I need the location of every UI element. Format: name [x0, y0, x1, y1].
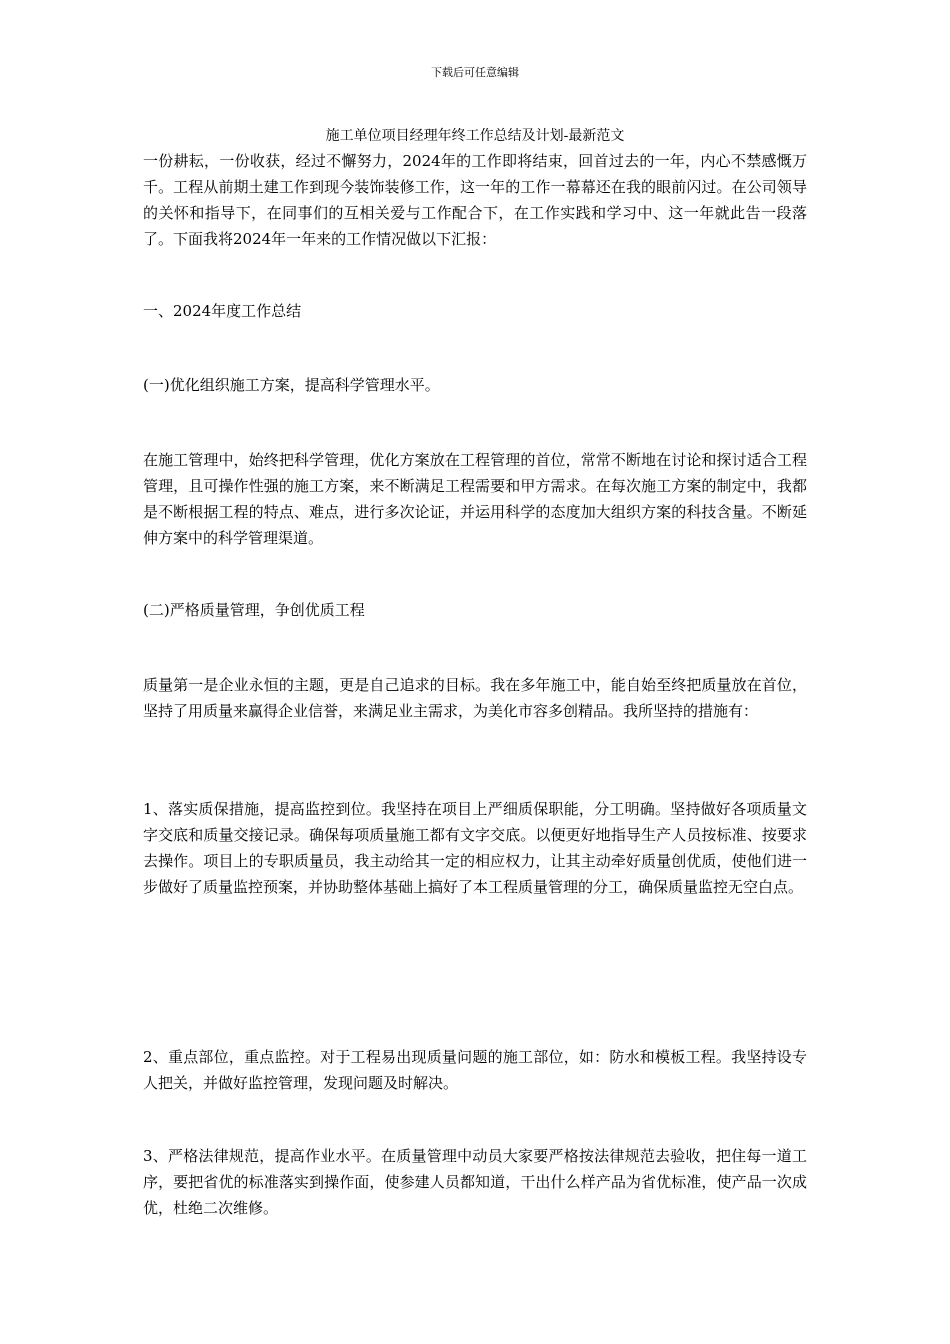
subsection-heading-2: (二)严格质量管理，争创优质工程 [143, 601, 365, 619]
list-item-3: 3、严格法律规范，提高作业水平。在质量管理中动员大家要严格按法律规范去验收，把住每一道工序，要把省优的标准落实到操作面，使参建人员都知道，干出什么样产品为省优标准，使产品一次成优，杜绝二次维修。 [143, 1147, 807, 1217]
page-header-note: 下载后可任意编辑 [431, 66, 519, 79]
document-title: 施工单位项目经理年终工作总结及计划-最新范文 [325, 128, 625, 144]
body-paragraph: 质量第一是企业永恒的主题，更是自己追求的目标。我在多年施工中，能自始至终把质量放在首位，坚持了用质量来赢得企业信誉，来满足业主需求，为美化市容多创精品。我所坚持的措施有： [143, 676, 807, 720]
intro-paragraph: 一份耕耘，一份收获，经过不懈努力，2024年的工作即将结束，回首过去的一年，内心不禁感慨万千。工程从前期土建工作到现今装饰装修工作，这一年的工作一幕幕还在我的眼前闪过。在公司领导的关怀和指导下，在同事们的互相关爱与工作配合下，在工作实践和学习中、这一年就此告一段落了。下面我将2024年一年来的工作情况做以下汇报： [143, 152, 807, 248]
body-paragraph: 在施工管理中，始终把科学管理，优化方案放在工程管理的首位，常常不断地在讨论和探讨适合工程管理，且可操作性强的施工方案，来不断满足工程需要和甲方需求。在每次施工方案的制定中，我都是不断根据工程的特点、难点，进行多次论证，并运用科学的态度加大组织方案的科技含量。不断延伸方案中的科学管理渠道。 [143, 451, 807, 547]
list-item-2: 2、重点部位，重点监控。对于工程易出现质量问题的施工部位，如：防水和模板工程。我坚持设专人把关，并做好监控管理，发现问题及时解决。 [143, 1048, 807, 1092]
list-item-1: 1、落实质保措施，提高监控到位。我坚持在项目上严细质保职能，分工明确。坚持做好各项质量文字交底和质量交接记录。确保每项质量施工都有文字交底。以便更好地指导生产人员按标准、按要求去操作。项目上的专职质量员，我主动给其一定的相应权力，让其主动牵好质量创优质，使他们进一步做好了质量监控预案，并协助整体基础上搞好了本工程质量管理的分工，确保质量监控无空白点。 [143, 800, 807, 896]
subsection-heading-1: (一)优化组织施工方案，提高科学管理水平。 [143, 376, 440, 394]
section-heading-1: 一、2024年度工作总结 [143, 302, 302, 320]
